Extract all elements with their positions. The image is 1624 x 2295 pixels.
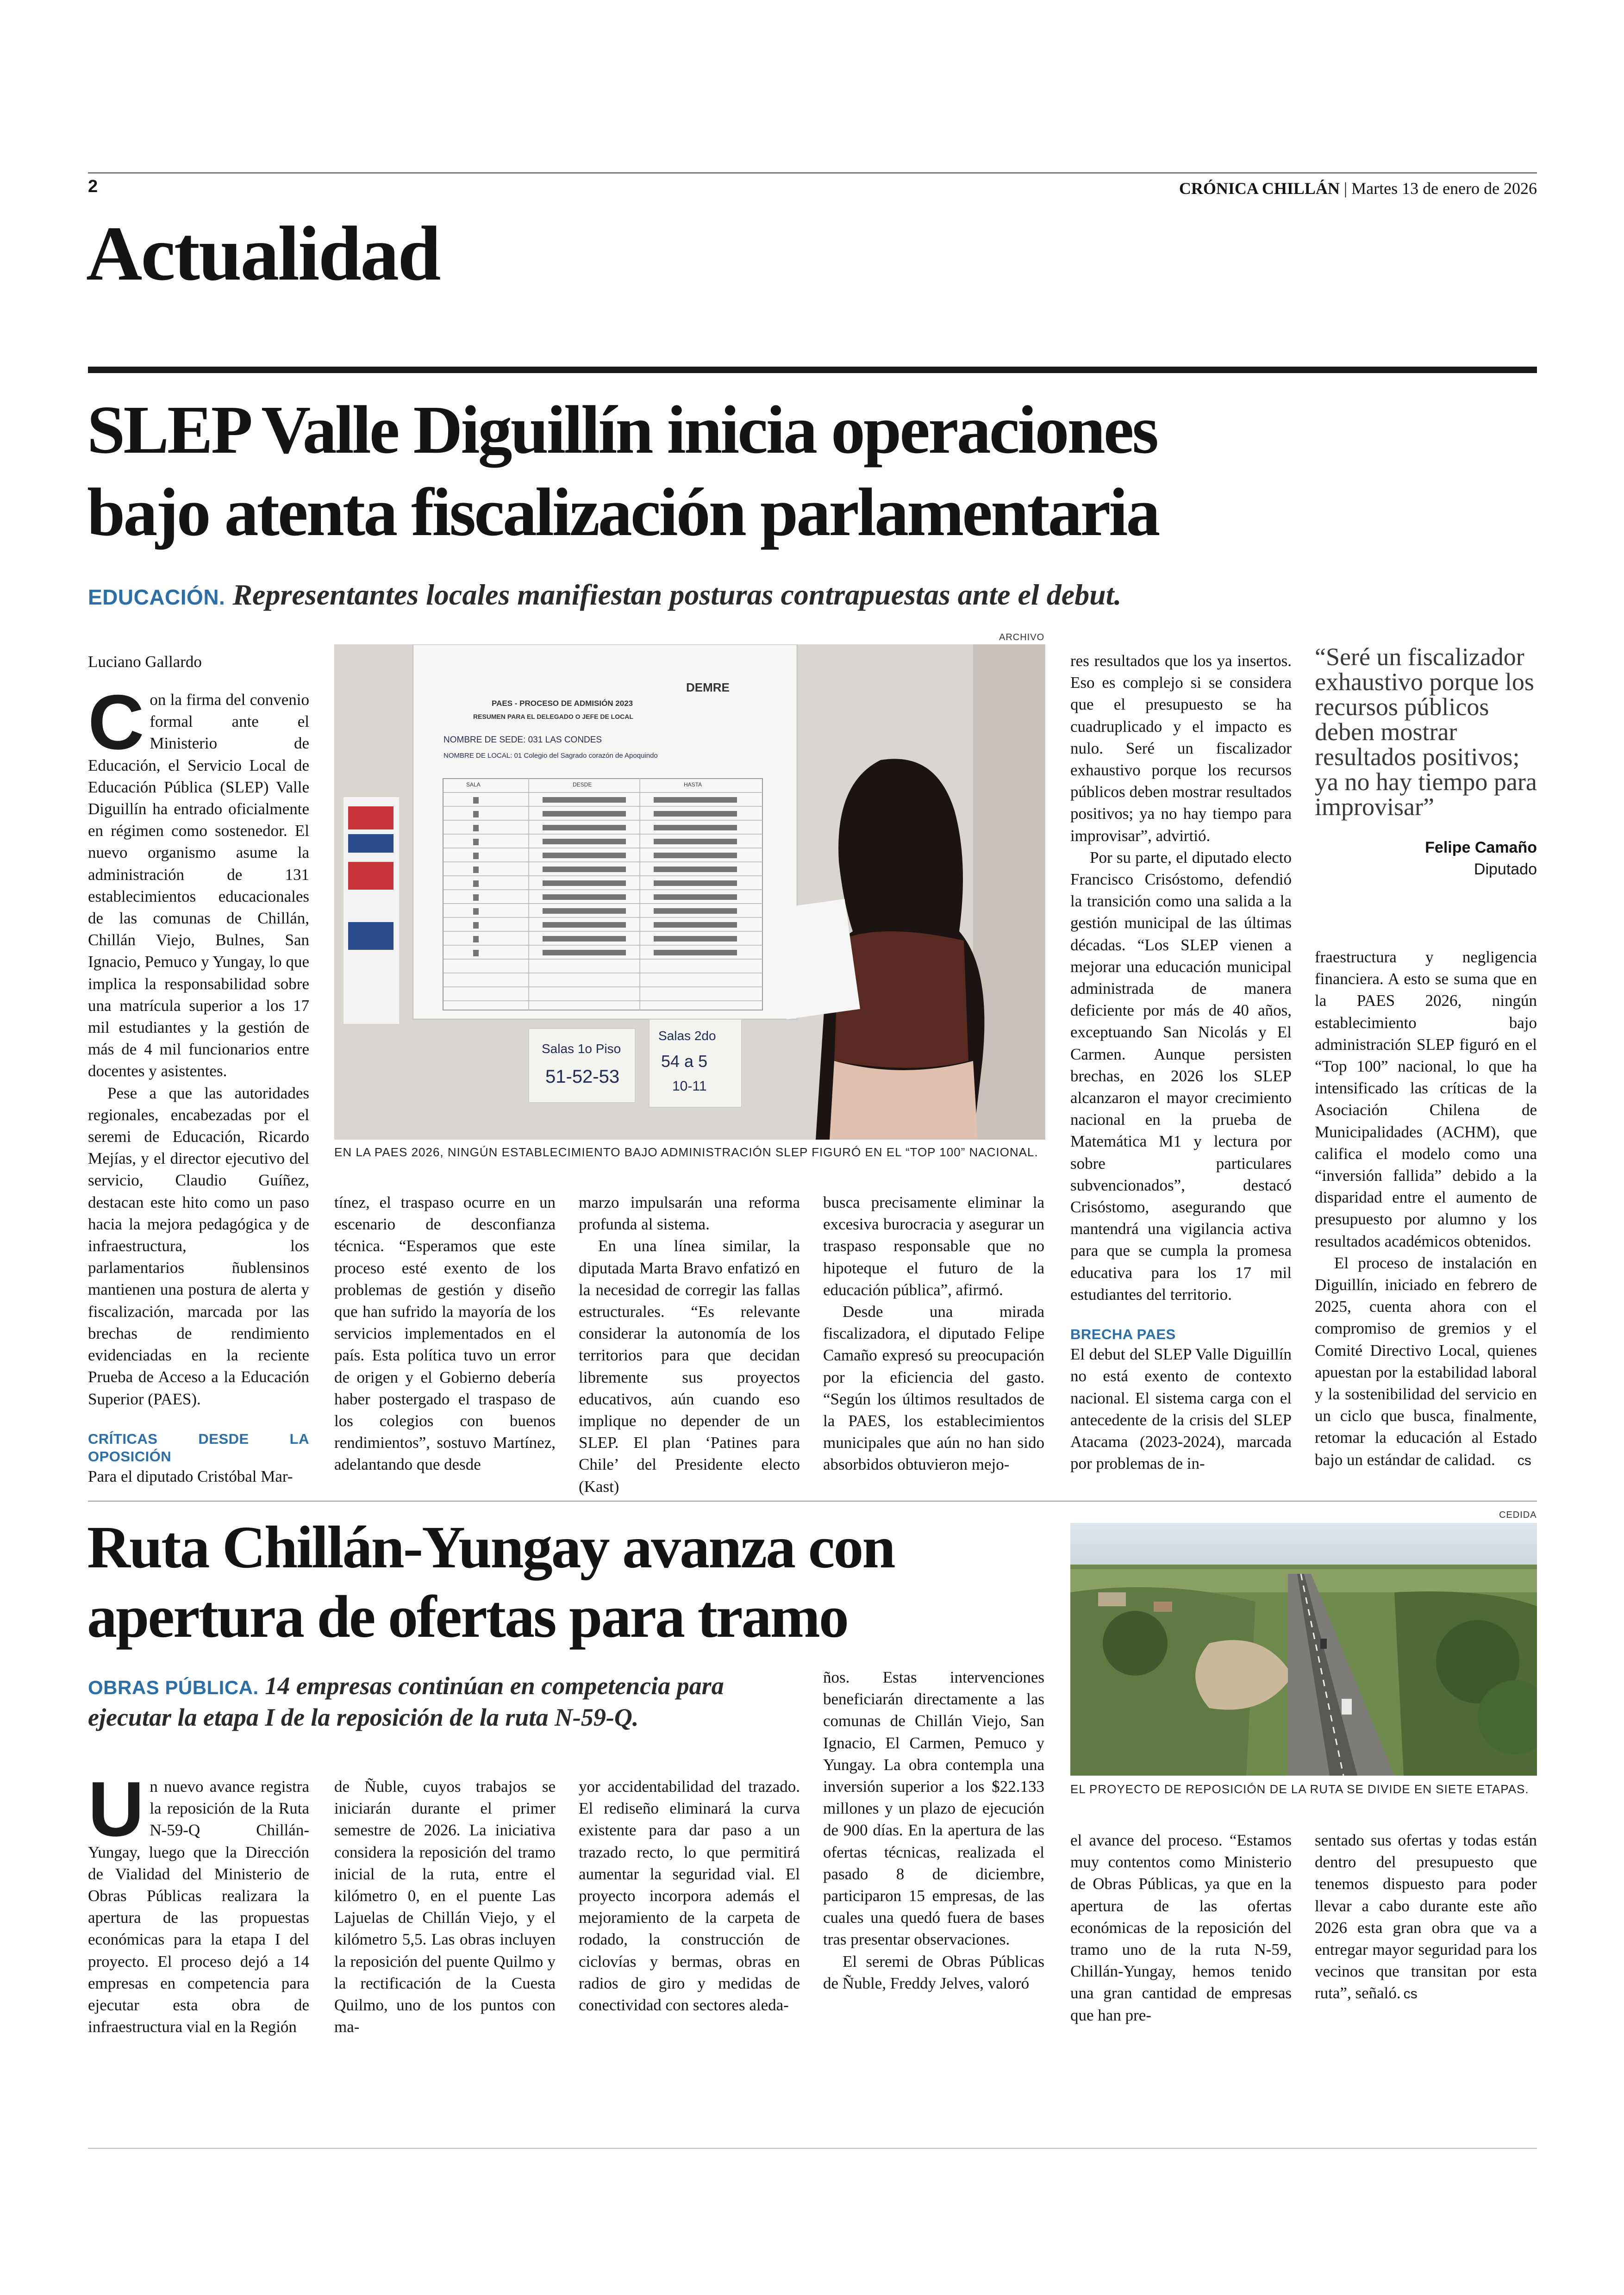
article2-photo-credit: CEDIDA (1499, 1510, 1537, 1520)
article1-paragraph: busca precisamente eliminar la excesiva burocracia y asegurar un traspaso responsable que no hipoteque el futuro de la educación pública”, afirmó. (823, 1193, 1044, 1299)
photo-note2-line2: 54 a 5 (661, 1052, 708, 1071)
article2-closing-text: sentado sus ofertas y todas están dentro del presupuesto que tenemos dispuesto para poder llevar a cabo durante este año 2026 esta gran obra que va a entregar mayor seguridad para los vecinos que transitan por esta ruta”, señaló. (1315, 1831, 1537, 2002)
article1-drop-cap: C (88, 679, 144, 766)
article1-photo (334, 644, 1045, 1140)
article-divider (88, 1501, 1537, 1502)
photo-sheet-col-sala: SALA (466, 781, 481, 788)
article2-drop-cap: U (88, 1765, 144, 1852)
article2-paragraph: El seremi de Obras Públicas de Ñuble, Freddy Jelves, valoró (823, 1952, 1044, 1992)
article1-headline-line1: SLEP Valle Diguillín inicia operaciones (87, 392, 1157, 468)
article1-subtitle: Representantes locales manifiestan posturas contrapuestas ante el debut. (232, 578, 1122, 611)
article1-subhead-oposicion: CRÍTICAS DESDE LA OPOSICIÓN (88, 1430, 309, 1465)
photo-note1-line2: 51-52-53 (545, 1066, 620, 1087)
article1-paragraph: on la firma del convenio formal ante el Ministerio de Educación, el Servicio Local de Educación Pública (SLEP) Valle Diguillín ha entrado oficialmente en régimen como sostenedor. El nuevo organismo asume la administración de 131 establecimientos educacionales de las comunas de Chillán, Chillán Viejo, Bulnes, San Ignacio, Pemuco y Yungay, lo que implica la responsabilidad sobre una matrícula superior a los 17 mil estudiantes y la gestión de más de 4 mil funcionarios entre docentes y asistentes. (88, 691, 309, 1080)
article2-column-1 (88, 1765, 309, 2038)
pull-quote-author: Felipe Camaño (1425, 839, 1537, 856)
photo-sheet-title: PAES - PROCESO DE ADMISIÓN 2023 (492, 699, 633, 708)
article1-column-5 (1070, 650, 1292, 1474)
article2-headline-line2: apertura de ofertas para tramo (87, 1584, 848, 1650)
photo-note1-line1: Salas 1o Piso (542, 1041, 621, 1056)
article2-paragraph: ños. Estas intervenciones beneficiarán directamente a las comunas de Chillán Viejo, San Ignacio, El Carmen, Pemuco y Yungay. La obra contempla una inversión superior a los $22.133 millones y un plazo de ejecución de 900 días. En la apertura de las ofertas técnicas, realizada el pasado 8 de diciembre, participaron 15 empresas, de las cuales una quedó fuera de bases tras presentar observaciones. (823, 1668, 1044, 1949)
article1-paragraph: marzo impulsarán una reforma profunda al sistema. (579, 1193, 800, 1234)
article1-paragraph: Para el diputado Cristóbal Mar- (88, 1467, 293, 1485)
bottom-rule (88, 2148, 1537, 2149)
article1-subhead-brecha: BRECHA PAES (1070, 1326, 1176, 1343)
article1-pull-quote (1315, 644, 1537, 879)
article2-paragraph: el avance del proceso. “Estamos muy contentos como Ministerio de Obras Públicas, ya que en la apertura de las ofertas económicas de la reposición del tramo uno de la ruta N-59, Chillán-Yungay, hemos tenido una gran cantidad de empresas que han pre- (1070, 1831, 1292, 2024)
article1-headline (87, 389, 1541, 554)
article1-photo-caption: EN LA PAES 2026, NINGÚN ESTABLECIMIENTO BAJO ADMINISTRACIÓN SLEP FIGURÓ EN EL “TOP 100” NACIONAL. (334, 1145, 1038, 1159)
article1-deck (88, 576, 1537, 616)
article2-deck (88, 1671, 810, 1732)
article2-photo (1070, 1523, 1537, 1776)
article2-headline (87, 1513, 1059, 1652)
publication-name: CRÓNICA CHILLÁN (1179, 179, 1340, 198)
article1-paragraph: tínez, el traspaso ocurre en un escenario de desconfianza técnica. “Esperamos que este proceso esté exento de los problemas de gestión y diseño que han sufrido la mayoría de los servicios implementados en el país. Esta política tuvo un error de origen y el Gobierno debería haber postergado el traspaso de los colegios con buenos rendimientos”, sostuvo Martínez, adelantando que desde (334, 1193, 556, 1474)
article1-paragraph: Desde una mirada fiscalizadora, el diputado Felipe Camaño expresó su preocupación por la eficiencia del gasto. “Según los últimos resultados de la PAES, los establecimientos municipales que aún no han sido absorbidos obtuvieron mejo- (823, 1303, 1044, 1474)
photo-note2-line3: 10-11 (672, 1079, 707, 1094)
article1-closing-text: El proceso de instalación en Diguillín, iniciado en febrero de 2025, cuenta ahora con el compromiso de gremios y el Comité Directivo Local, quienes apuestan por la estabilidad laboral y la sostenibilidad del servicio en un ciclo que busca, finalmente, retomar la educación al Estado bajo un estándar de calidad. (1315, 1254, 1537, 1469)
photo-sheet-local: NOMBRE DE LOCAL: 01 Colegio del Sagrado corazón de Apoquindo (443, 752, 658, 760)
issue-date: | Martes 13 de enero de 2026 (1343, 179, 1537, 198)
article2-column-6 (1315, 1829, 1537, 2005)
photo-sheet-col-hasta: HASTA (684, 781, 702, 788)
end-mark-icon: cs (1517, 1453, 1531, 1468)
end-mark-icon: cs (1403, 1986, 1418, 2002)
top-rule (88, 172, 1537, 174)
article2-column-4 (823, 1666, 1044, 1994)
article2-subtitle: 14 empresas continúan en competencia para ejecutar la etapa I de la reposición de la ruta N-59-Q. (88, 1672, 724, 1731)
article1-paragraph: En una línea similar, la diputada Marta Bravo enfatizó en la necesidad de corregir las fallas estructurales. “Es relevante considerar la autonomía de los territorios para que decidan libremente sus proyectos educativos, aún cuando eso implique no depender de un SLEP. El plan ‘Patines para Chile’ del Presidente electo (Kast) (579, 1237, 800, 1496)
article2-paragraph (1315, 1829, 1537, 2005)
article1-column-2 (334, 1191, 556, 1476)
article2-column-5 (1070, 1829, 1292, 2026)
article1-paragraph (1315, 1252, 1537, 1472)
article1-paragraph: Pese a que las autoridades regionales, encabezadas por el seremi de Educación, Ricardo Mejías, y el director ejecutivo del servicio, Claudio Guíñez, destacan este hito como un paso hacia la mejora pedagógica y de infraestructura, los parlamentarios ñublensinos mantienen una postura de alerta y fiscalización, marcada por las brechas de rendimiento evidenciadas en la reciente Prueba de Acceso a la Educación Superior (PAES). (88, 1084, 309, 1408)
article1-column-3 (579, 1191, 800, 1497)
article1-paragraph: res resultados que los ya insertos. Eso es complejo si se considera que el presupuesto se ha cuadruplicado y el impacto es nulo. Seré un fiscalizador exhaustivo porque los recursos públicos deben mostrar resultados positivos; ya no hay tiempo para improvisar”, advirtió. (1070, 652, 1292, 845)
photo-sheet-col-desde: DESDE (573, 781, 592, 788)
photo-sheet-sede: NOMBRE DE SEDE: 031 LAS CONDES (443, 735, 602, 745)
article2-headline-line1: Ruta Chillán-Yungay avanza con (87, 1514, 894, 1581)
section-title: Actualidad (86, 211, 440, 297)
article1-column-4 (823, 1191, 1044, 1476)
article1-byline: Luciano Gallardo (88, 653, 202, 671)
article2-photo-scene (1070, 1523, 1537, 1776)
article1-headline-line2: bajo atenta fiscalización parlamentaria (87, 474, 1159, 550)
article2-paragraph: n nuevo avance registra la reposición de la Ruta N-59-Q Chillán-Yungay, luego que la Dirección de Vialidad del Ministerio de Obras Públicas realizara la apertura de las propuestas económicas para la etapa I del proyecto. El proceso dejó a 14 empresas en competencia para ejecutar esta obra de infraestructura vial en la Región (88, 1777, 309, 2036)
article1-column-1 (88, 679, 309, 1487)
article2-paragraph: de Ñuble, cuyos trabajos se iniciarán durante el primer semestre de 2026. La iniciativa considera la reposición del tramo inicial de la ruta, entre el kilómetro 0, en el puente Las Lajuelas de Chillán Viejo, y el kilómetro 5,5. Las obras incluyen la reposición del puente Quilmo y la rectificación de la Cuesta Quilmo, uno de los puntos con ma- (334, 1777, 556, 2036)
article1-paragraph: El debut del SLEP Valle Diguillín no está exento de contexto nacional. El sistema carga con el antecedente de la crisis del SLEP Atacama (2023-2024), marcada por problemas de in- (1070, 1345, 1292, 1473)
article2-column-2 (334, 1776, 556, 2038)
photo-note2-line1: Salas 2do (658, 1029, 716, 1043)
section-rule (88, 367, 1537, 373)
article2-paragraph: yor accidentabilidad del trazado. El rediseño eliminará la curva existente para dar paso a un trazado recto, lo que permitirá aumentar la seguridad vial. El proyecto incorpora además el mejoramiento de la carpeta de rodado, la construcción de ciclovías y bermas, obras en radios de giro y medidas de conectividad con sectores aleda- (579, 1777, 800, 2014)
pull-quote-text: “Seré un fiscalizador exhaustivo porque los recursos públicos deben mostrar resultados positivos; ya no hay tiempo para improvisar” (1315, 643, 1537, 821)
article1-kicker: EDUCACIÓN. (88, 585, 225, 609)
page-number: 2 (88, 177, 98, 196)
publication-dateline (1179, 179, 1537, 198)
article2-column-3 (579, 1776, 800, 2016)
photo-sheet-subtitle: RESUMEN PARA EL DELEGADO O JEFE DE LOCAL (473, 713, 633, 720)
article2-photo-caption: EL PROYECTO DE REPOSICIÓN DE LA RUTA SE DIVIDE EN SIETE ETAPAS. (1070, 1782, 1529, 1796)
article1-paragraph: fraestructura y negligencia financiera. A esto se suma que en la PAES 2026, ningún establecimiento bajo administración SLEP figuró en el “Top 100” nacional, lo que ha intensificado las críticas de la Asociación Chilena de Municipalidades (ACHM), que califica el modelo como una “inversión fallida” debido a la disparidad entre el aumento de presupuesto por alumno y los resultados académicos obtenidos. (1315, 948, 1537, 1250)
article2-kicker: OBRAS PÚBLICA. (88, 1677, 259, 1698)
photo-sheet-brand: DEMRE (686, 680, 730, 694)
article1-photo-credit: ARCHIVO (999, 632, 1045, 642)
article1-paragraph: Por su parte, el diputado electo Francisco Crisóstomo, defendió la transición como una salida a la gestión municipal de las últimas décadas. “Los SLEP vienen a mejorar una educación municipal administrada de manera deficiente por más de 40 años, exceptuando San Nicolás y El Carmen. Aunque persisten brechas, en 2026 los SLEP alcanzaron el mayor crecimiento nacional en la prueba de Matemática M1 y lectura por sobre particulares subvencionados”, destacó Crisóstomo, asegurando que mantendrá una vigilancia activa para que se cumpla la promesa educativa para los 17 mil estudiantes del territorio. (1070, 848, 1292, 1303)
article1-column-6 (1315, 946, 1537, 1472)
pull-quote-role: Diputado (1474, 861, 1537, 878)
